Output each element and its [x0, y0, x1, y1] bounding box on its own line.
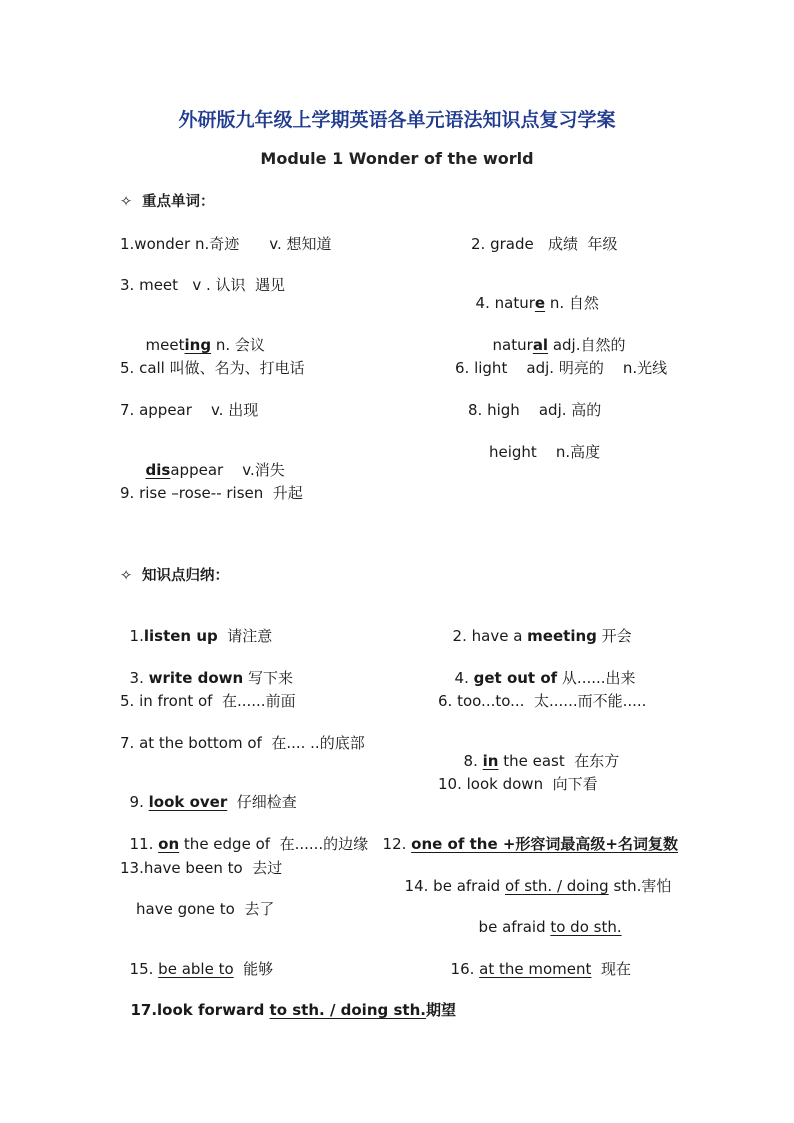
word-suffix: e — [534, 294, 546, 312]
point-item-14b — [469, 900, 622, 936]
point-phrase: on — [158, 835, 180, 853]
point-item-1 — [120, 609, 272, 645]
point-phrase: meeting — [527, 627, 597, 645]
point-item-15 — [120, 942, 273, 978]
word-item-1 — [120, 235, 331, 253]
point-item-6: 6. too...to... 太......而不能..... — [438, 692, 647, 710]
point-item-10: 10. look down 向下看 — [438, 775, 598, 793]
word-prefix: dis — [145, 461, 171, 479]
section-heading-points — [120, 567, 229, 585]
word-text: meet — [145, 336, 185, 354]
point-phrase: 17.look forward — [130, 1001, 270, 1019]
point-meaning: 请注意 — [217, 627, 273, 645]
document-title: 外研版九年级上学期英语各单元语法知识点复习学案 — [178, 109, 616, 131]
point-phrase: at the moment — [479, 960, 592, 978]
word-text: natur — [492, 336, 533, 354]
point-item-13b: have gone to 去了 — [136, 900, 275, 918]
point-item-4 — [445, 651, 636, 687]
point-meaning: the edge of 在......的边缘 — [179, 835, 369, 853]
point-phrase-underlined: to do sth. — [550, 918, 622, 936]
word-item-8b: height n.高度 — [489, 443, 601, 461]
point-item-11 — [120, 817, 368, 853]
point-number: 11. — [129, 835, 159, 853]
point-number: 16. — [450, 960, 480, 978]
point-item-12 — [373, 817, 678, 853]
point-number: 15. — [129, 960, 159, 978]
point-item-3 — [120, 651, 293, 687]
point-phrase: be able to — [158, 960, 234, 978]
word-item-7b — [136, 443, 285, 479]
point-number: 1. — [129, 627, 144, 645]
word-suffix: ing — [184, 336, 212, 354]
point-item-17 — [120, 983, 456, 1019]
point-meaning: 写下来 — [243, 669, 293, 687]
point-item-8 — [454, 734, 619, 770]
point-phrase: listen up — [143, 627, 218, 645]
word-meaning: adj.自然的 — [548, 336, 626, 354]
word-meaning: n. 自然 — [545, 294, 599, 312]
word-text: 4. natur — [475, 294, 535, 312]
point-meaning: 现在 — [591, 960, 631, 978]
word-item-5: 5. call 叫做、名为、打电话 — [120, 359, 305, 377]
point-number: 8. — [463, 752, 483, 770]
module-title: Module 1 Wonder of the world — [260, 149, 534, 168]
diamond-bullet-icon: ✧ — [120, 194, 133, 210]
point-meaning: 从......出来 — [557, 669, 636, 687]
point-item-13: 13.have been to 去过 — [120, 859, 283, 877]
word-item-6: 6. light adj. 明亮的 n.光线 — [455, 359, 668, 377]
word-item-9: 9. rise –rose-- risen 升起 — [120, 484, 303, 502]
point-number: 12. — [382, 835, 412, 853]
point-phrase: one of the +形容词最高级+名词复数 — [411, 835, 678, 853]
point-phrase: look over — [148, 793, 228, 811]
section-heading-text: 知识点归纳： — [142, 568, 229, 584]
word-item-4 — [466, 276, 599, 312]
point-meaning: sth.害怕 — [608, 877, 672, 895]
word-suffix: al — [532, 336, 549, 354]
section-heading-text: 重点单词： — [142, 194, 215, 210]
word-item-7: 7. appear v. 出现 — [120, 401, 259, 419]
diamond-bullet-icon: ✧ — [120, 568, 133, 584]
word-item-4b — [483, 318, 626, 354]
point-number: 2. have a — [452, 627, 528, 645]
word-item-3b — [136, 318, 265, 354]
point-phrase: 14. be afraid — [404, 877, 505, 895]
point-item-7: 7. at the bottom of 在.... ..的底部 — [120, 734, 365, 752]
point-meaning: 能够 — [233, 960, 274, 978]
point-item-2 — [443, 609, 632, 645]
point-phrase-underlined: to sth. / doing sth. — [269, 1001, 426, 1019]
point-meaning: 仔细检查 — [227, 793, 297, 811]
point-number: 3. — [129, 669, 149, 687]
word-item-2: 2. grade 成绩 年级 — [471, 235, 618, 253]
word-meaning: n. 会议 — [211, 336, 265, 354]
point-item-9 — [120, 775, 297, 811]
point-meaning: 期望 — [425, 1001, 456, 1019]
point-meaning: the east 在东方 — [498, 752, 620, 770]
point-item-16 — [441, 942, 631, 978]
point-phrase: write down — [148, 669, 244, 687]
word-text: 1.wonder n.奇迹 — [120, 235, 240, 253]
point-phrase-underlined: of sth. / doing — [504, 877, 609, 895]
point-number: 4. — [454, 669, 474, 687]
word-item-3: 3. meet v . 认识 遇见 — [120, 276, 286, 294]
point-number: 9. — [129, 793, 149, 811]
point-phrase: get out of — [473, 669, 558, 687]
point-meaning: 开会 — [596, 627, 632, 645]
word-meaning: v. 想知道 — [269, 235, 332, 253]
word-meaning: appear v.消失 — [170, 461, 285, 479]
point-phrase: be afraid — [478, 918, 551, 936]
point-phrase: in — [482, 752, 499, 770]
point-item-5: 5. in front of 在......前面 — [120, 692, 296, 710]
point-item-14 — [395, 859, 671, 895]
section-heading-words — [120, 193, 215, 211]
word-item-8: 8. high adj. 高的 — [468, 401, 602, 419]
